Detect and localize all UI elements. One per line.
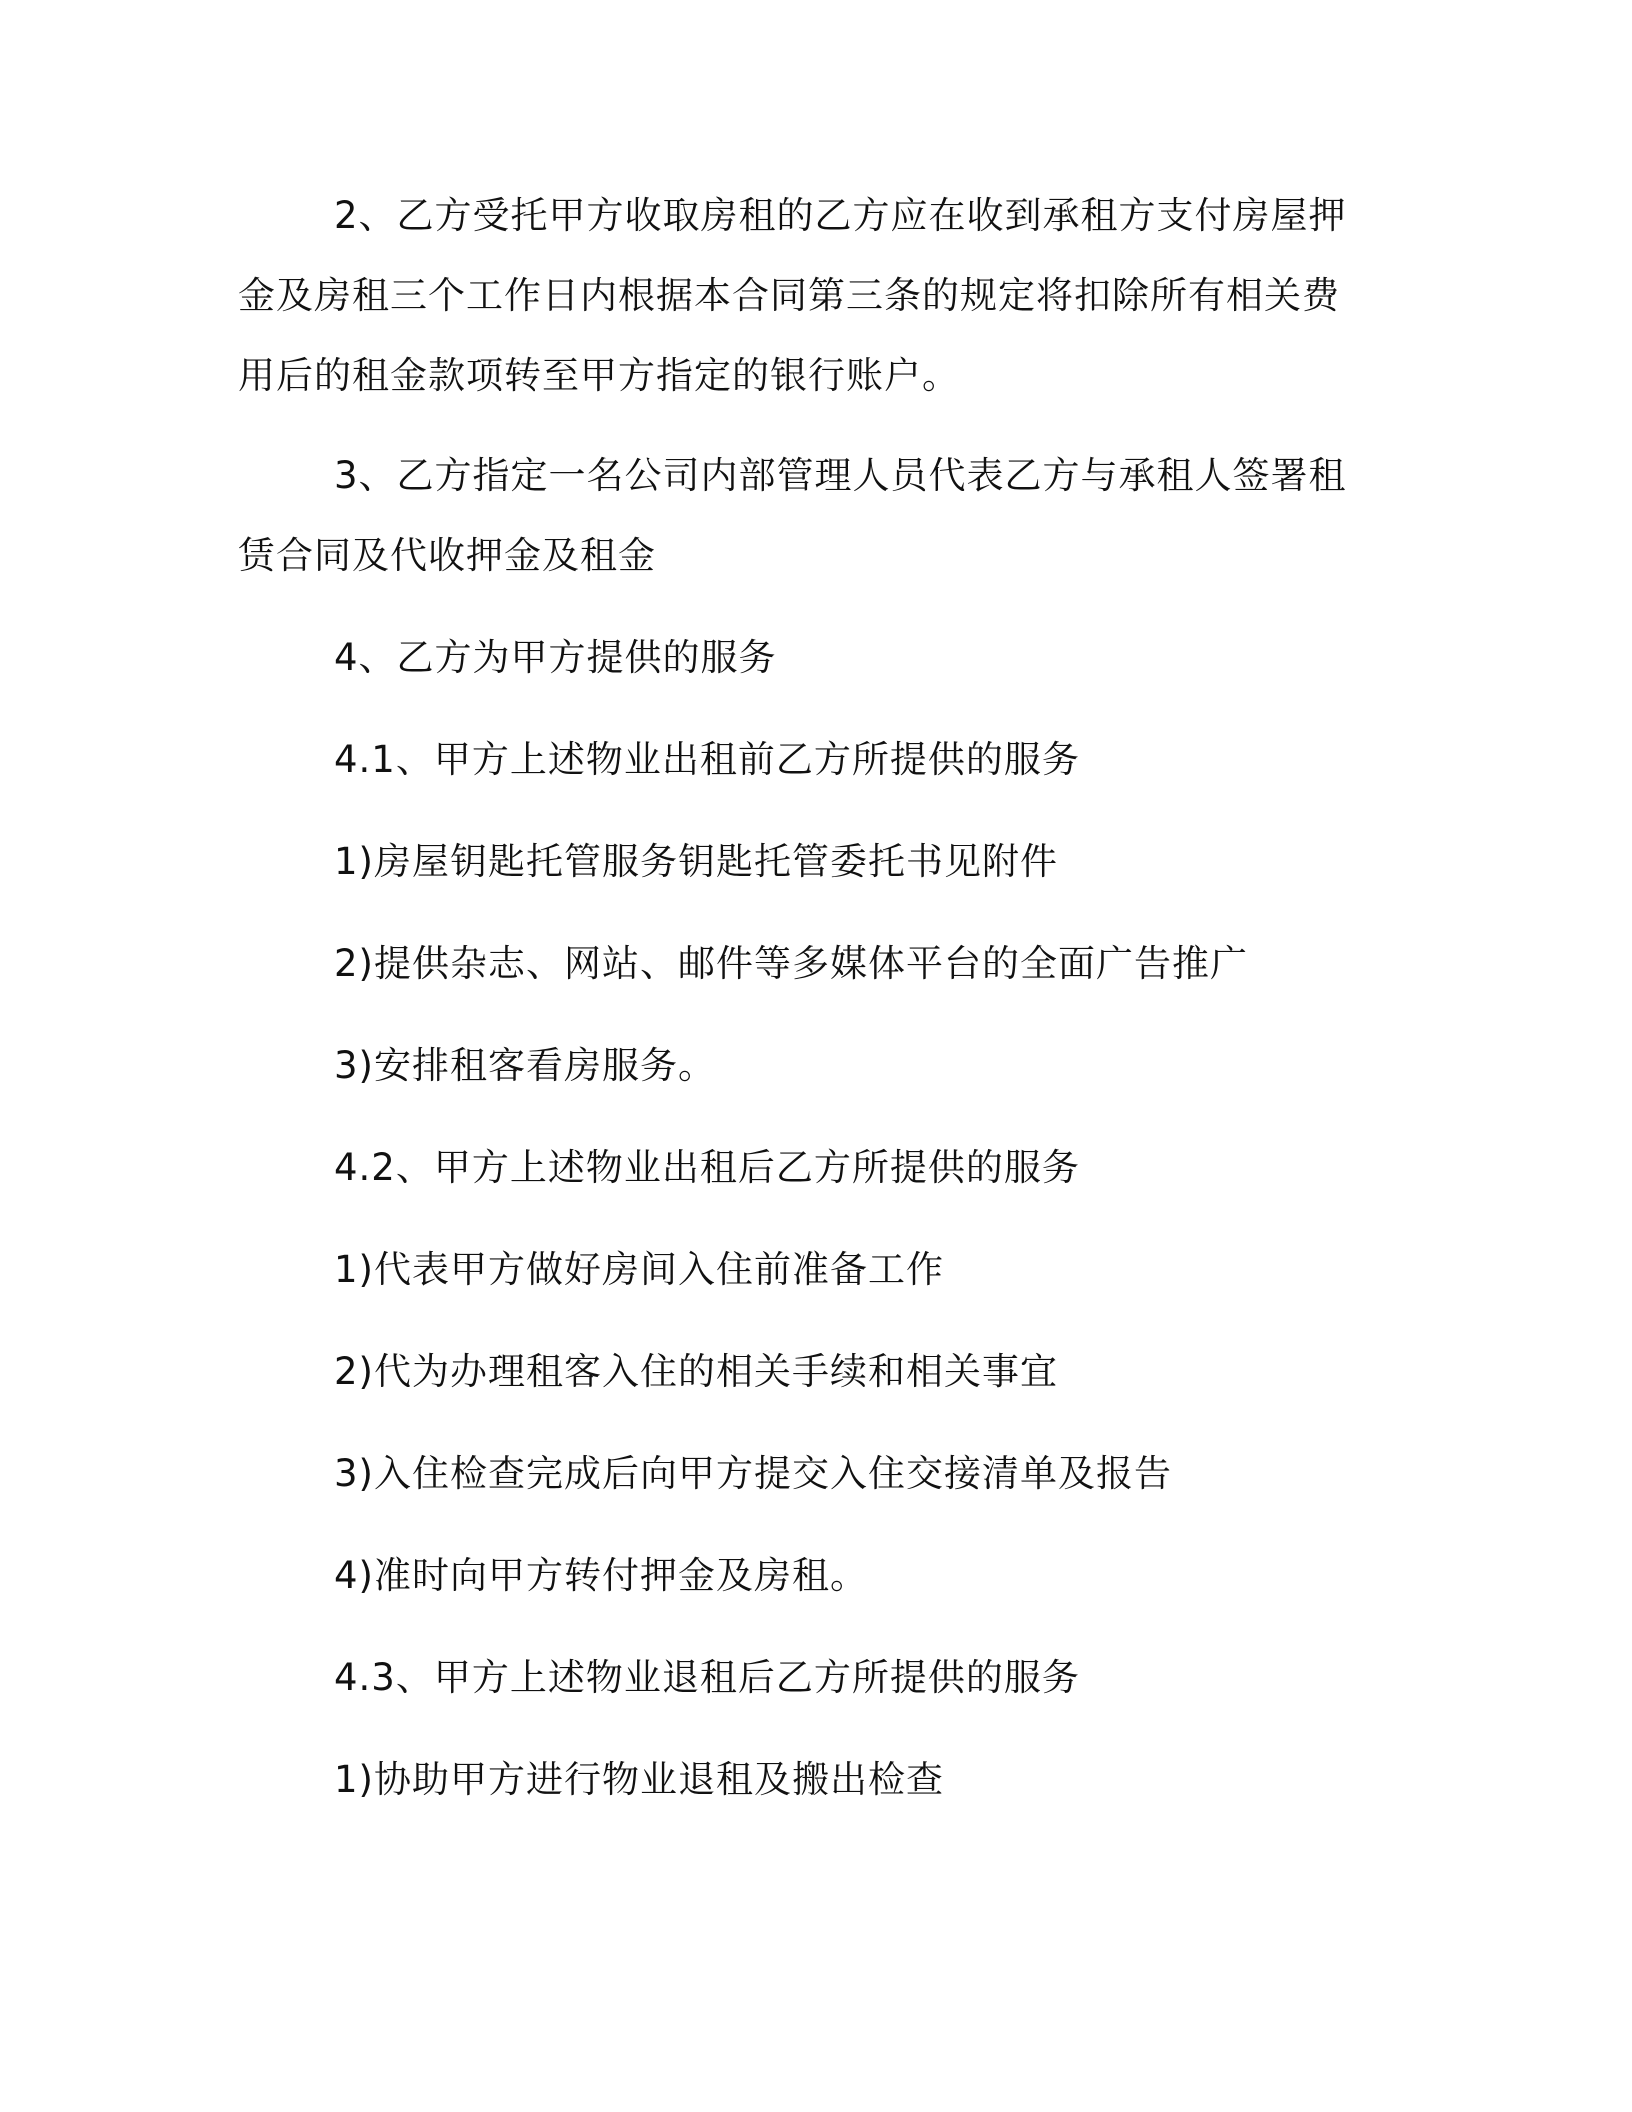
list-item-viewings: 3)安排租客看房服务。 xyxy=(334,1044,716,1087)
list-item-move-in-procedures: 2)代为办理租客入住的相关手续和相关事宜 xyxy=(334,1350,1058,1393)
heading-services: 4、乙方为甲方提供的服务 xyxy=(334,636,777,679)
heading-services-after-checkout: 4.3、甲方上述物业退租后乙方所提供的服务 xyxy=(334,1656,1080,1699)
list-item-move-in-prep: 1)代表甲方做好房间入住前准备工作 xyxy=(334,1248,944,1291)
list-item-advertising: 2)提供杂志、网站、邮件等多媒体平台的全面广告推广 xyxy=(334,942,1248,985)
paragraph-manager-designation: 3、乙方指定一名公司内部管理人员代表乙方与承租人签署租赁合同及代收押金及租金 xyxy=(238,454,1347,577)
list-item-key-custody: 1)房屋钥匙托管服务钥匙托管委托书见附件 xyxy=(334,840,1058,883)
heading-services-after-rent: 4.2、甲方上述物业出租后乙方所提供的服务 xyxy=(334,1146,1080,1189)
paragraph-rent-transfer: 2、乙方受托甲方收取房租的乙方应在收到承租方支付房屋押金及房租三个工作日内根据本合同第三条的规定将扣除所有相关费用后的租金款项转至甲方指定的银行账户。 xyxy=(238,194,1347,397)
heading-services-before-rent: 4.1、甲方上述物业出租前乙方所提供的服务 xyxy=(334,738,1080,781)
list-item-handover-report: 3)入住检查完成后向甲方提交入住交接清单及报告 xyxy=(334,1452,1172,1495)
list-item-checkout-inspection: 1)协助甲方进行物业退租及搬出检查 xyxy=(334,1758,944,1801)
list-item-rent-transfer: 4)准时向甲方转付押金及房租。 xyxy=(334,1554,868,1597)
